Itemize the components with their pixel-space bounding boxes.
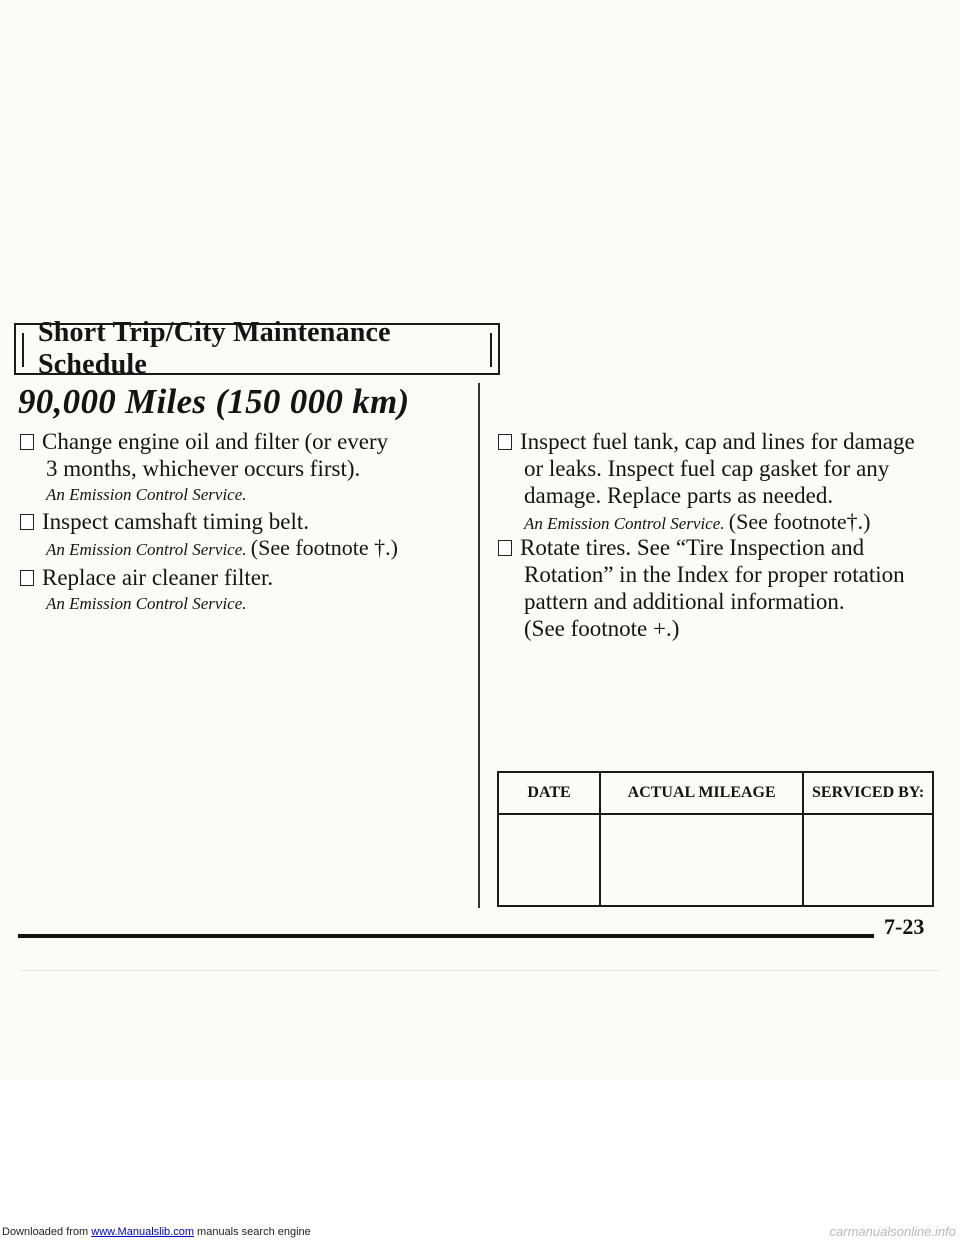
manualslib-link[interactable]: www.Manualslib.com	[91, 1226, 194, 1238]
download-watermark: Downloaded from www.Manualslib.com manuals search engine	[2, 1226, 311, 1238]
item-line: pattern and additional information.	[524, 589, 845, 614]
emission-note: An Emission Control Service. (See footnote †.)	[46, 535, 398, 560]
item-line: Inspect fuel tank, cap and lines for damage	[498, 428, 915, 455]
table-header-row	[498, 772, 933, 814]
service-record-table	[497, 771, 934, 907]
interval-title: 90,000 Miles (150 000 km)	[18, 382, 410, 421]
date-column-header: DATE	[498, 772, 600, 814]
footnote-ref: (See footnote†.)	[728, 509, 871, 534]
date-cell[interactable]	[498, 814, 600, 906]
item-line: 3 months, whichever occurs first).	[46, 456, 361, 481]
column-divider	[478, 383, 480, 908]
schedule-title: Short Trip/City Maintenance Schedule	[38, 317, 391, 380]
maintenance-item-timing-belt	[20, 508, 398, 563]
maintenance-item-air-filter	[20, 564, 273, 617]
mileage-cell[interactable]	[600, 814, 803, 906]
page-number: 7-23	[884, 914, 925, 939]
item-line: Inspect camshaft timing belt.	[20, 508, 398, 535]
item-line: Rotate tires. See “Tire Inspection and	[498, 534, 905, 561]
checkbox[interactable]	[20, 570, 34, 586]
maintenance-item-rotate-tires	[498, 534, 905, 642]
maintenance-item-fuel-tank	[498, 428, 915, 537]
item-line: Rotation” in the Index for proper rotation	[524, 562, 905, 587]
table-row	[498, 814, 933, 906]
checkbox[interactable]	[498, 540, 512, 556]
scan-line	[20, 970, 940, 971]
footer-rule	[18, 934, 874, 938]
serviced-by-column-header: SERVICED BY:	[803, 772, 933, 814]
item-line: damage. Replace parts as needed.	[524, 483, 834, 508]
item-line: (See footnote +.)	[524, 616, 680, 641]
checkbox[interactable]	[20, 434, 34, 450]
checkbox[interactable]	[20, 514, 34, 530]
serviced-by-cell[interactable]	[803, 814, 933, 906]
emission-note: An Emission Control Service.	[46, 594, 247, 613]
site-watermark: carmanualsonline.info	[829, 1224, 956, 1239]
item-line: or leaks. Inspect fuel cap gasket for any	[524, 456, 890, 481]
schedule-header	[14, 317, 500, 380]
emission-note: An Emission Control Service. (See footnote†.)	[524, 509, 871, 534]
emission-note: An Emission Control Service.	[46, 485, 247, 504]
checkbox[interactable]	[498, 434, 512, 450]
item-line: Change engine oil and filter (or every	[20, 428, 388, 455]
item-line: Replace air cleaner filter.	[20, 564, 273, 591]
maintenance-item-oil-change	[20, 428, 388, 508]
footnote-ref: (See footnote †.)	[250, 535, 398, 560]
mileage-column-header: ACTUAL MILEAGE	[600, 772, 803, 814]
